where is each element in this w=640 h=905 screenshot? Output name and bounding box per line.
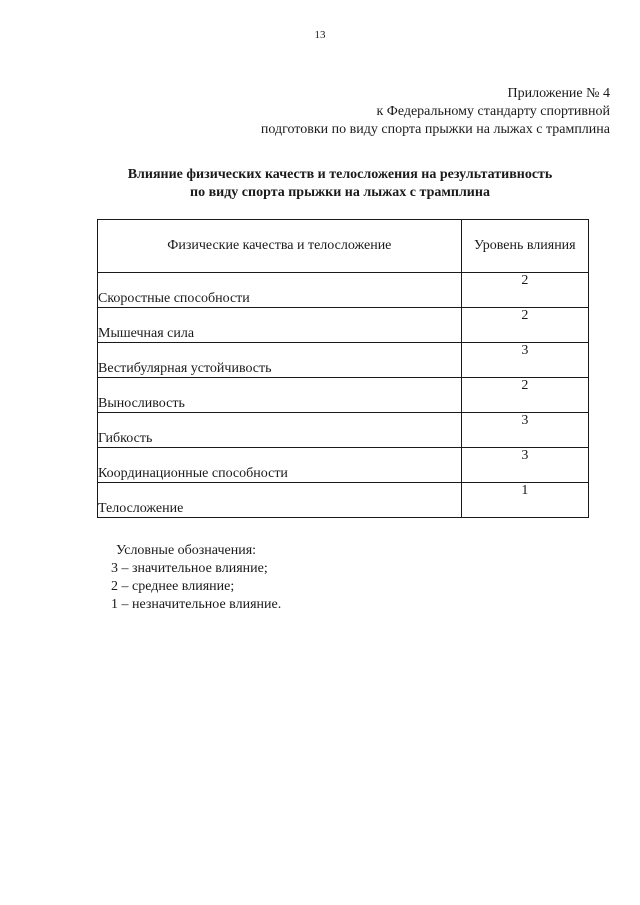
table-row: [98, 448, 589, 483]
table-header-row: [98, 220, 589, 273]
quality-cell: Телосложение: [98, 483, 462, 518]
legend-title: Условные обозначения:: [116, 543, 257, 558]
level-cell: 1: [461, 483, 588, 518]
table-row: [98, 308, 589, 343]
quality-cell: Координационные способности: [98, 448, 462, 483]
quality-cell: Выносливость: [98, 378, 462, 413]
level-cell: 2: [461, 308, 588, 343]
level-cell: 2: [461, 273, 588, 308]
quality-cell: Скоростные способности: [98, 273, 462, 308]
influence-table: [97, 219, 589, 518]
header-level: Уровень влияния: [461, 220, 588, 273]
table-row: [98, 413, 589, 448]
level-cell: 3: [461, 448, 588, 483]
appendix-line-1: Приложение № 4: [507, 86, 610, 101]
table-row: [98, 378, 589, 413]
quality-cell: Гибкость: [98, 413, 462, 448]
table-row: [98, 343, 589, 378]
table-row: [98, 273, 589, 308]
legend-item: 2 – среднее влияние;: [111, 579, 235, 594]
title-line-2: по виду спорта прыжки на лыжах с трамплина: [190, 185, 490, 200]
legend: [111, 542, 281, 614]
appendix-line-2: к Федеральному стандарту спортивной: [376, 104, 610, 119]
legend-item: 1 – незначительное влияние.: [111, 597, 282, 612]
document-title: [0, 166, 640, 202]
quality-cell: Вестибулярная устойчивость: [98, 343, 462, 378]
appendix-line-3: подготовки по виду спорта прыжки на лыжах с трамплина: [260, 122, 610, 137]
header-quality: Физические качества и телосложение: [98, 220, 462, 273]
table-row: [98, 483, 589, 518]
level-cell: 2: [461, 378, 588, 413]
title-line-1: Влияние физических качеств и телосложения на результативность: [127, 167, 553, 182]
level-cell: 3: [461, 413, 588, 448]
quality-cell: Мышечная сила: [98, 308, 462, 343]
level-cell: 3: [461, 343, 588, 378]
page-number: 13: [314, 29, 326, 41]
appendix-header: [261, 85, 610, 139]
legend-item: 3 – значительное влияние;: [111, 561, 268, 576]
